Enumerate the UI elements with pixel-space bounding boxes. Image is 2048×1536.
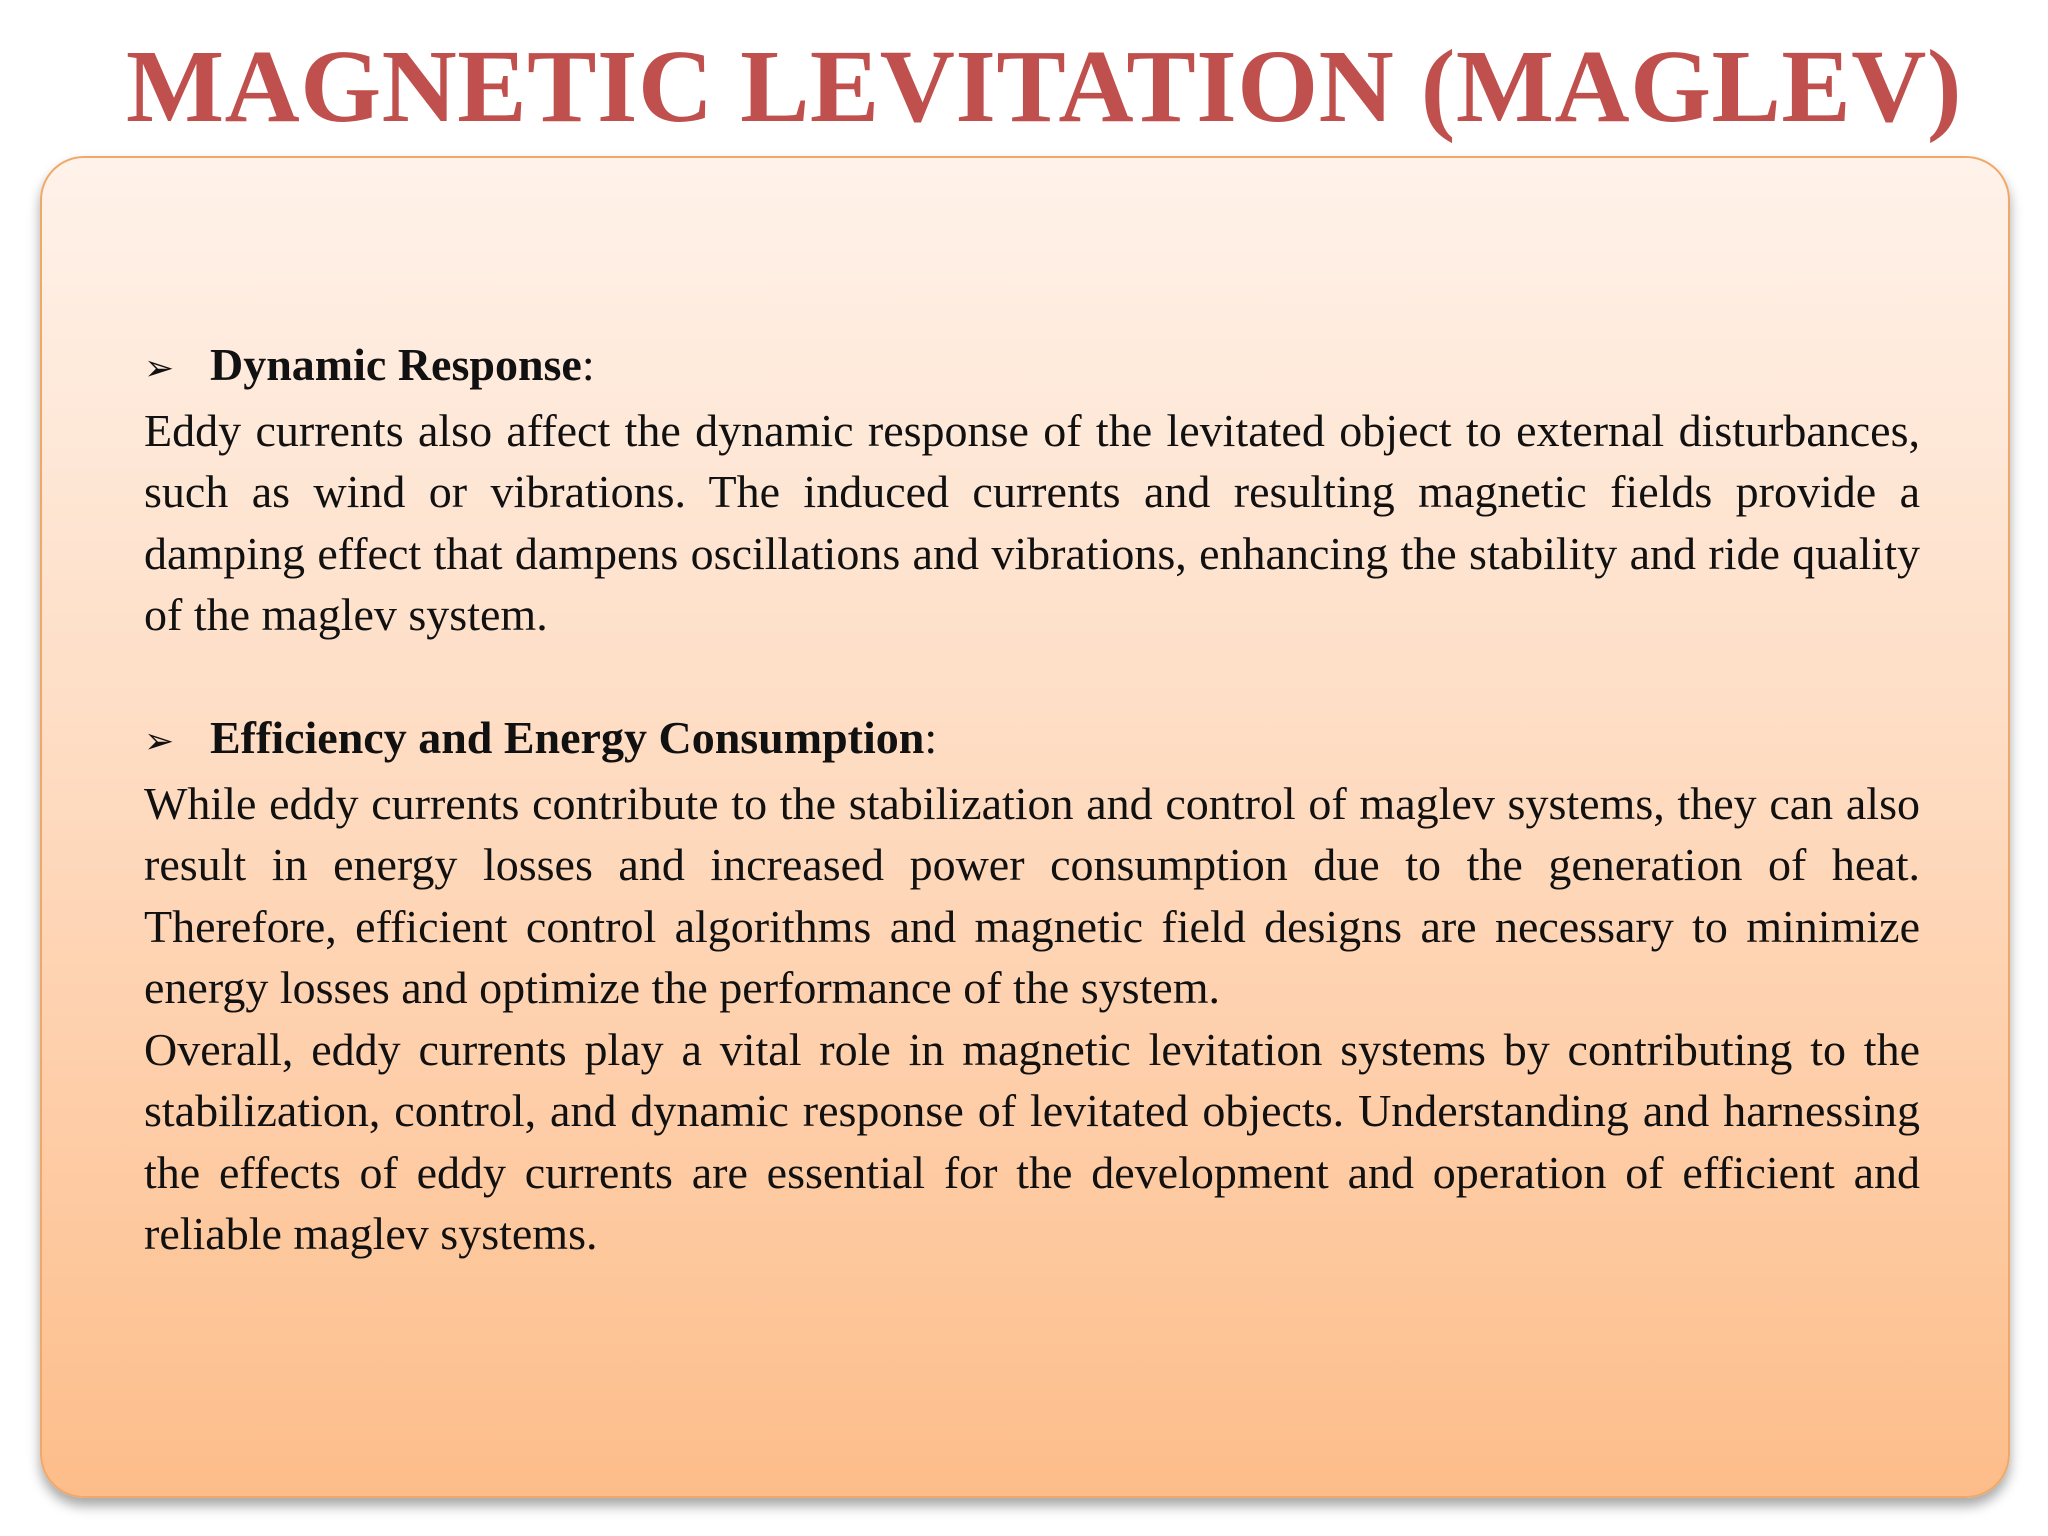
content-body xyxy=(144,334,1920,1265)
section-heading-dynamic-response xyxy=(144,334,1920,400)
paragraph-efficiency: While eddy currents contribute to the stabilization and control of maglev systems, they can also result in energy losses and increased power consumption due to the generation of heat. Therefore, efficient control algorithms and magnetic field designs are necessary to minimize energy losses and optimize the performance of the system. xyxy=(144,777,1920,1013)
arrow-bullet-icon: ➢ xyxy=(144,721,175,762)
section-heading-text: Dynamic Response xyxy=(210,339,582,390)
paragraph-overall: Overall, eddy currents play a vital role in magnetic levitation systems by contributing to the stabilization, control, and dynamic response of levitated objects. Understanding and harnessing the effects of eddy currents are essential for the development and operation of efficient and reliable maglev systems. xyxy=(144,1023,1920,1259)
content-panel xyxy=(40,156,2010,1498)
paragraph-dynamic-response: Eddy currents also affect the dynamic response of the levitated object to external disturbances, such as wind or vibrations. The induced currents and resulting magnetic fields provide a damping effect that dampens oscillations and vibrations, enhancing the stability and ride quality of the maglev system. xyxy=(144,404,1920,640)
section-spacer xyxy=(144,646,1920,708)
slide-title: MAGNETIC LEVITATION (MAGLEV) xyxy=(125,29,1963,144)
section-heading-text: Efficiency and Energy Consumption xyxy=(210,712,925,763)
heading-colon: : xyxy=(924,712,938,763)
section-heading-efficiency xyxy=(144,707,1920,773)
heading-colon: : xyxy=(581,339,595,390)
arrow-bullet-icon: ➢ xyxy=(144,348,175,389)
